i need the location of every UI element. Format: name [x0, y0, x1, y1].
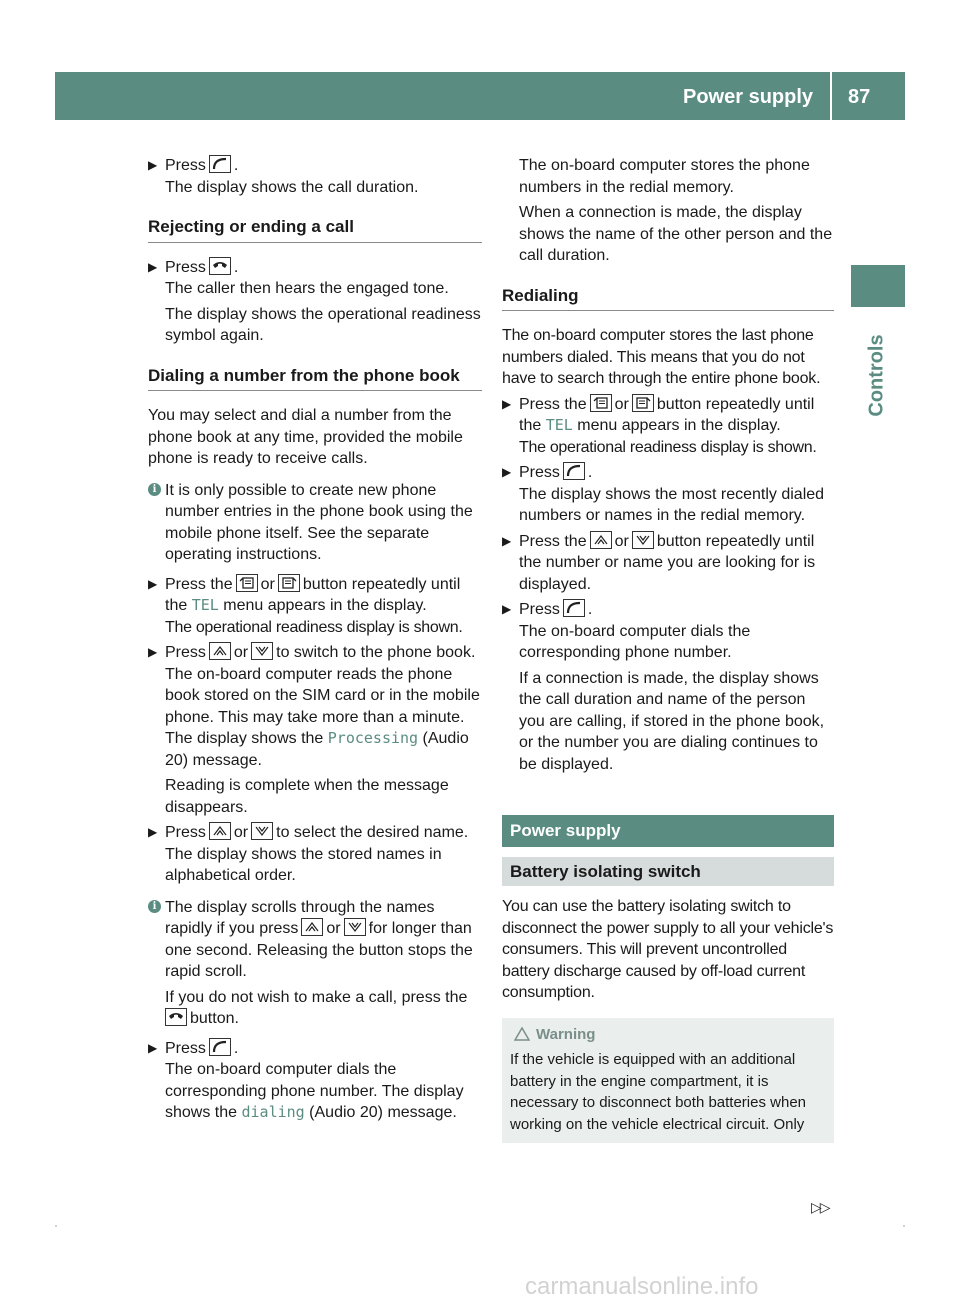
arrow-bullet-icon: ▶	[148, 158, 158, 172]
info-icon: i	[148, 900, 161, 913]
heading-redialing: Redialing	[502, 285, 834, 312]
warning-triangle-icon	[514, 1027, 530, 1041]
up-arrow-icon	[301, 918, 323, 936]
step-text: Reading is complete when the message disappears.	[165, 777, 449, 816]
step-press-call: ▶ Press . The on-board computer dials the corresponding phone number. The display shows the dialing (Audio 20) message.	[148, 1039, 464, 1121]
warning-text: If the vehicle is equipped with an additional battery in the engine compartment, it is necessary to disconnect both batteries when working on the vehicle electrical circuit. Only	[510, 1051, 807, 1133]
up-arrow-icon	[209, 642, 231, 660]
watermark: carmanualsonline.info	[525, 1273, 759, 1300]
down-arrow-icon	[632, 531, 654, 549]
info-note: i The display scrolls through the names rapidly if you press or for longer than one second. Releasing the button stops the rapid scroll.	[148, 897, 482, 983]
down-arrow-icon	[251, 642, 273, 660]
subheading-battery-switch: Battery isolating switch	[502, 857, 834, 887]
step-menu: ▶ Press the or button repeatedly until the TEL menu appears in the display. The operational readiness display is shown.	[148, 575, 463, 636]
step-press-end: ▶ Press . The caller then hears the engaged tone.	[148, 258, 449, 297]
menu-back-icon	[590, 394, 612, 412]
step-scroll: ▶ Press the or button repeatedly until the number or name you are looking for is displayed.	[502, 532, 816, 593]
paragraph: The on-board computer stores the last phone numbers dialed. This means that you do not have to search through the entire phone book.	[502, 327, 821, 387]
step-text: The on-board computer stores the phone numbers in the redial memory.	[519, 157, 810, 196]
info-note: i It is only possible to create new phone number entries in the phone book using the mobile phone itself. See the separate operating instructions.	[148, 480, 482, 566]
arrow-bullet-icon: ▶	[148, 825, 158, 839]
chapter-tab-label: Controls	[865, 333, 888, 417]
page-number: 87	[848, 86, 871, 108]
right-column	[502, 155, 834, 1143]
paragraph: You can use the battery isolating switch to disconnect the power supply to all your vehicle's consumers. This will prevent uncontrolled battery discharge caused by off-load current consumption.	[502, 898, 834, 1001]
step-text: When a connection is made, the display shows the name of the other person and the call duration.	[519, 204, 833, 264]
phone-call-icon	[209, 155, 231, 173]
info-text: If you do not wish to make a call, press the button.	[165, 988, 468, 1027]
menu-forward-icon	[632, 394, 654, 412]
arrow-bullet-icon: ▶	[148, 1040, 158, 1055]
continue-arrows-icon: ▷▷	[811, 1199, 829, 1215]
step-text: If a connection is made, the display shows the call duration and name of the person you are calling, if stored in the phone book, or the number you are dialing continues to be displayed.	[519, 669, 825, 773]
left-column	[148, 155, 482, 1128]
warning-box	[502, 1018, 834, 1144]
paragraph: You may select and dial a number from the phone book at any time, provided the mobile phone is ready to receive calls.	[148, 407, 463, 467]
phone-call-icon	[563, 462, 585, 480]
step-menu: ▶ Press the or button repeatedly until the TEL menu appears in the display. The operational readiness display is shown.	[502, 395, 817, 456]
step-switch-phone-book: ▶ Press or to switch to the phone book. The on-board computer reads the phone book stored on the SIM card or in the mobile phone. This may take more than a minute. The display shows the Processing (Audio 20) message.	[148, 644, 480, 769]
menu-forward-icon	[278, 574, 300, 592]
step-press-call: ▶ Press . The on-board computer dials the corresponding phone number.	[502, 601, 751, 661]
phone-end-icon	[165, 1008, 187, 1026]
phone-end-icon	[209, 257, 231, 275]
page-corner-mark	[903, 1225, 905, 1227]
info-icon: i	[148, 483, 161, 496]
step-press-call: ▶ Press . The display shows the call duration.	[148, 157, 419, 196]
down-arrow-icon	[251, 822, 273, 840]
arrow-bullet-icon: ▶	[502, 602, 512, 616]
heading-rejecting: Rejecting or ending a call	[148, 216, 482, 243]
up-arrow-icon	[590, 531, 612, 549]
page-title: Power supply	[683, 86, 814, 108]
header-divider	[830, 72, 832, 120]
step-select-name: ▶ Press or to select the desired name. The display shows the stored names in alphabetical order.	[148, 824, 469, 884]
arrow-bullet-icon: ▶	[502, 396, 512, 411]
step-text: The display shows the operational readiness symbol again.	[165, 305, 481, 344]
heading-dialing-phone-book: Dialing a number from the phone book	[148, 365, 482, 392]
step-press-call: ▶ Press . The display shows the most recently dialed numbers or names in the redial memory.	[502, 464, 825, 524]
arrow-bullet-icon: ▶	[148, 645, 158, 659]
arrow-bullet-icon: ▶	[148, 576, 158, 591]
down-arrow-icon	[344, 918, 366, 936]
side-marker	[851, 265, 905, 307]
arrow-bullet-icon: ▶	[502, 465, 512, 479]
phone-call-icon	[209, 1038, 231, 1056]
page-corner-mark	[55, 1225, 57, 1227]
chapter-tab	[849, 330, 905, 420]
up-arrow-icon	[209, 822, 231, 840]
menu-back-icon	[236, 574, 258, 592]
phone-call-icon	[563, 599, 585, 617]
section-heading-power-supply: Power supply	[502, 815, 834, 847]
warning-heading: Warning	[510, 1024, 826, 1046]
arrow-bullet-icon: ▶	[502, 533, 512, 548]
arrow-bullet-icon: ▶	[148, 259, 158, 274]
